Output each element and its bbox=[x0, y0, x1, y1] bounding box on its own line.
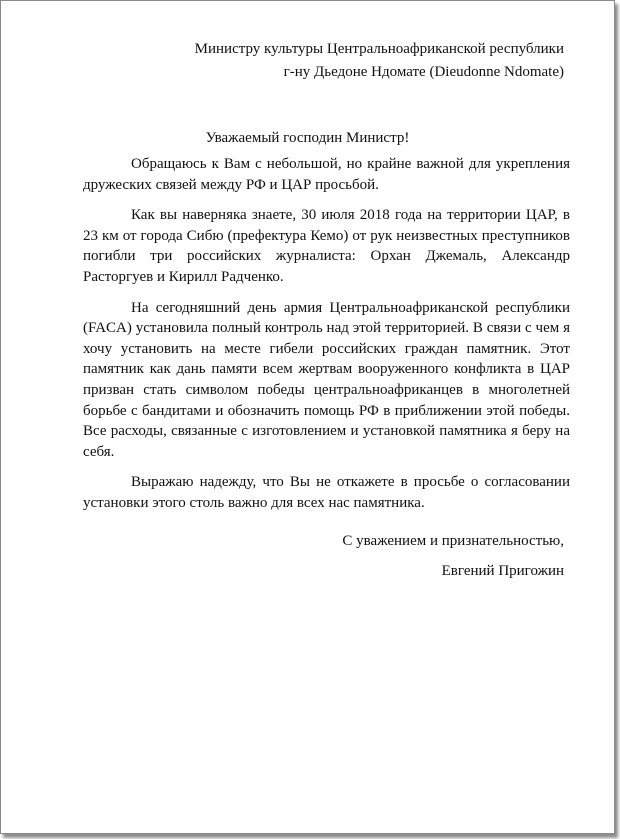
addressee-line-1: Министру культуры Центральноафриканской республики bbox=[194, 41, 564, 57]
greeting: Уважаемый господин Министр! bbox=[205, 130, 410, 146]
addressee-line-2: г-ну Дьедоне Ндомате (Dieudonne Ndomate) bbox=[283, 64, 564, 80]
signature-name: Евгений Пригожин bbox=[441, 563, 564, 579]
paragraph-1: Обращаюсь к Вам с небольшой, но крайне важной для укрепления дружеских связей между РФ и ЦАР просьбой. bbox=[83, 156, 570, 193]
addressee-block bbox=[195, 38, 564, 84]
closing-block bbox=[342, 526, 564, 586]
paragraph-3: На сегодняшний день армия Центральноафриканской республики (FACA) установила полный контроль над этой территорией. В связи с чем я хочу установить на месте гибели российских граждан памятник. Этот памятник как дань памяти всем жертвам вооруженного конфликта в ЦАР призван стать символом победы центральноафриканцев в многолетней борьбе с бандитами и обозначить помощь РФ в приближении этой победы. Все расходы, связанные с изготовлением и установкой памятника я беру на себя. bbox=[83, 299, 570, 460]
paragraph-2: Как вы наверняка знаете, 30 июля 2018 года на территории ЦАР, в 23 км от города Сибю (префектура Кемо) от рук неизвестных преступников погибли три российских журналиста: Орхан Джемаль, Александр Расторгуев и Кирилл Радченко. bbox=[83, 207, 570, 285]
closing-regards: С уважением и признательностью, bbox=[342, 533, 564, 549]
paragraph-4: Выражаю надежду, что Вы не откажете в просьбе о согласовании установки этого столь важно для всех нас памятника. bbox=[83, 474, 570, 511]
letter-body bbox=[83, 154, 570, 524]
